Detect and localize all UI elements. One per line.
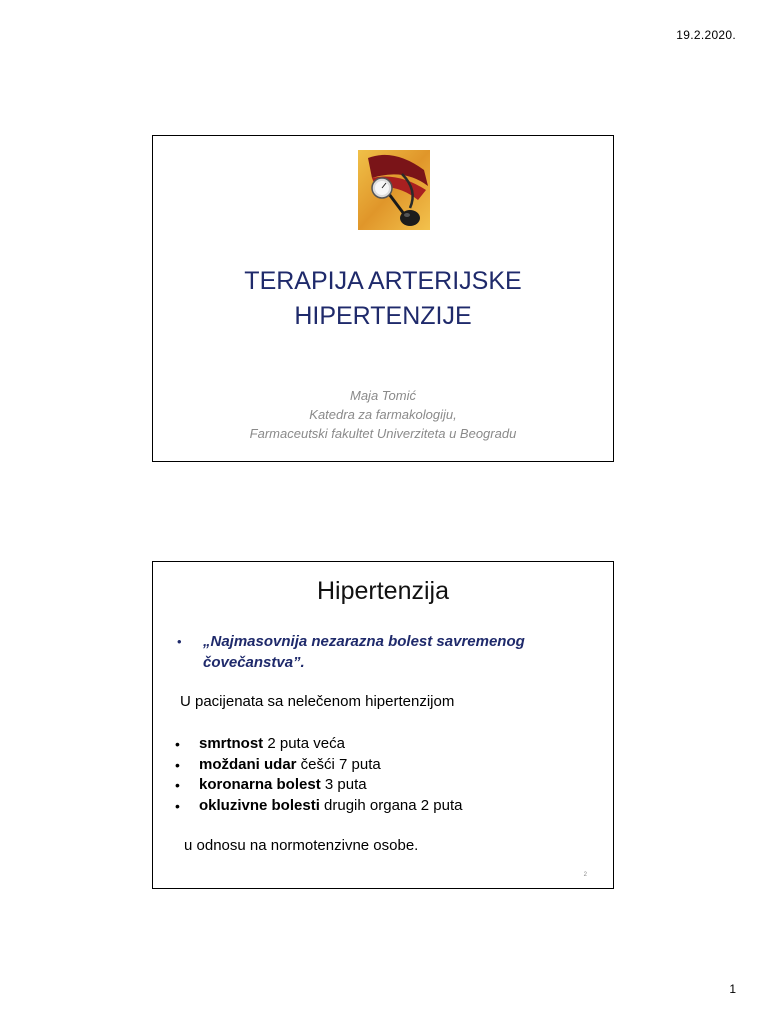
title-line-1: TERAPIJA ARTERIJSKE <box>244 267 522 295</box>
quote-bullet-item <box>177 631 577 673</box>
title-line-2: HIPERTENZIJE <box>294 302 472 330</box>
list-item <box>175 796 462 817</box>
department-name: Katedra za farmakologiju, <box>309 407 457 422</box>
list-item <box>175 755 462 776</box>
slide-number: 2 <box>583 872 587 878</box>
stat-value: drugih organa 2 puta <box>319 796 463 814</box>
slide-hipertenzija <box>152 561 614 889</box>
presentation-title <box>153 264 613 334</box>
bullet-icon: • <box>175 797 180 814</box>
page-date: 19.2.2020. <box>676 28 736 42</box>
bullet-icon: • <box>175 777 180 793</box>
slide-title <box>152 135 614 462</box>
author-name: Maja Tomić <box>350 388 416 403</box>
bullet-icon: • <box>175 756 180 773</box>
outro-text: u odnosu na normotenzivne osobe. <box>184 837 419 854</box>
intro-text: U pacijenata sa nelečenom hipertenzijom <box>180 693 455 710</box>
stat-value: 2 puta veća <box>263 735 345 752</box>
stat-value: češći 7 puta <box>296 755 381 773</box>
bullet-icon: • <box>175 736 180 752</box>
quote-text <box>203 631 525 673</box>
author-block <box>153 386 613 443</box>
stat-term: okluzivne bolesti <box>199 796 320 814</box>
slide-heading: Hipertenzija <box>316 577 449 605</box>
stat-term: smrtnost <box>199 735 264 752</box>
faculty-name: Farmaceutski fakultet Univerziteta u Beogradu <box>249 426 517 441</box>
blood-pressure-monitor-icon <box>358 150 430 230</box>
page-number: 1 <box>729 982 736 996</box>
stat-term: koronarna bolest <box>199 776 321 793</box>
list-item <box>175 775 462 796</box>
list-item <box>175 734 462 755</box>
quote-line-2: čovečanstva”. <box>203 654 305 671</box>
stat-value: 3 puta <box>320 776 367 793</box>
risk-stats-list <box>175 734 462 816</box>
bullet-icon: • <box>177 634 182 649</box>
stat-term: moždani udar <box>199 755 297 773</box>
quote-line-1: „Najmasovnija nezarazna bolest savremenog <box>203 633 525 650</box>
